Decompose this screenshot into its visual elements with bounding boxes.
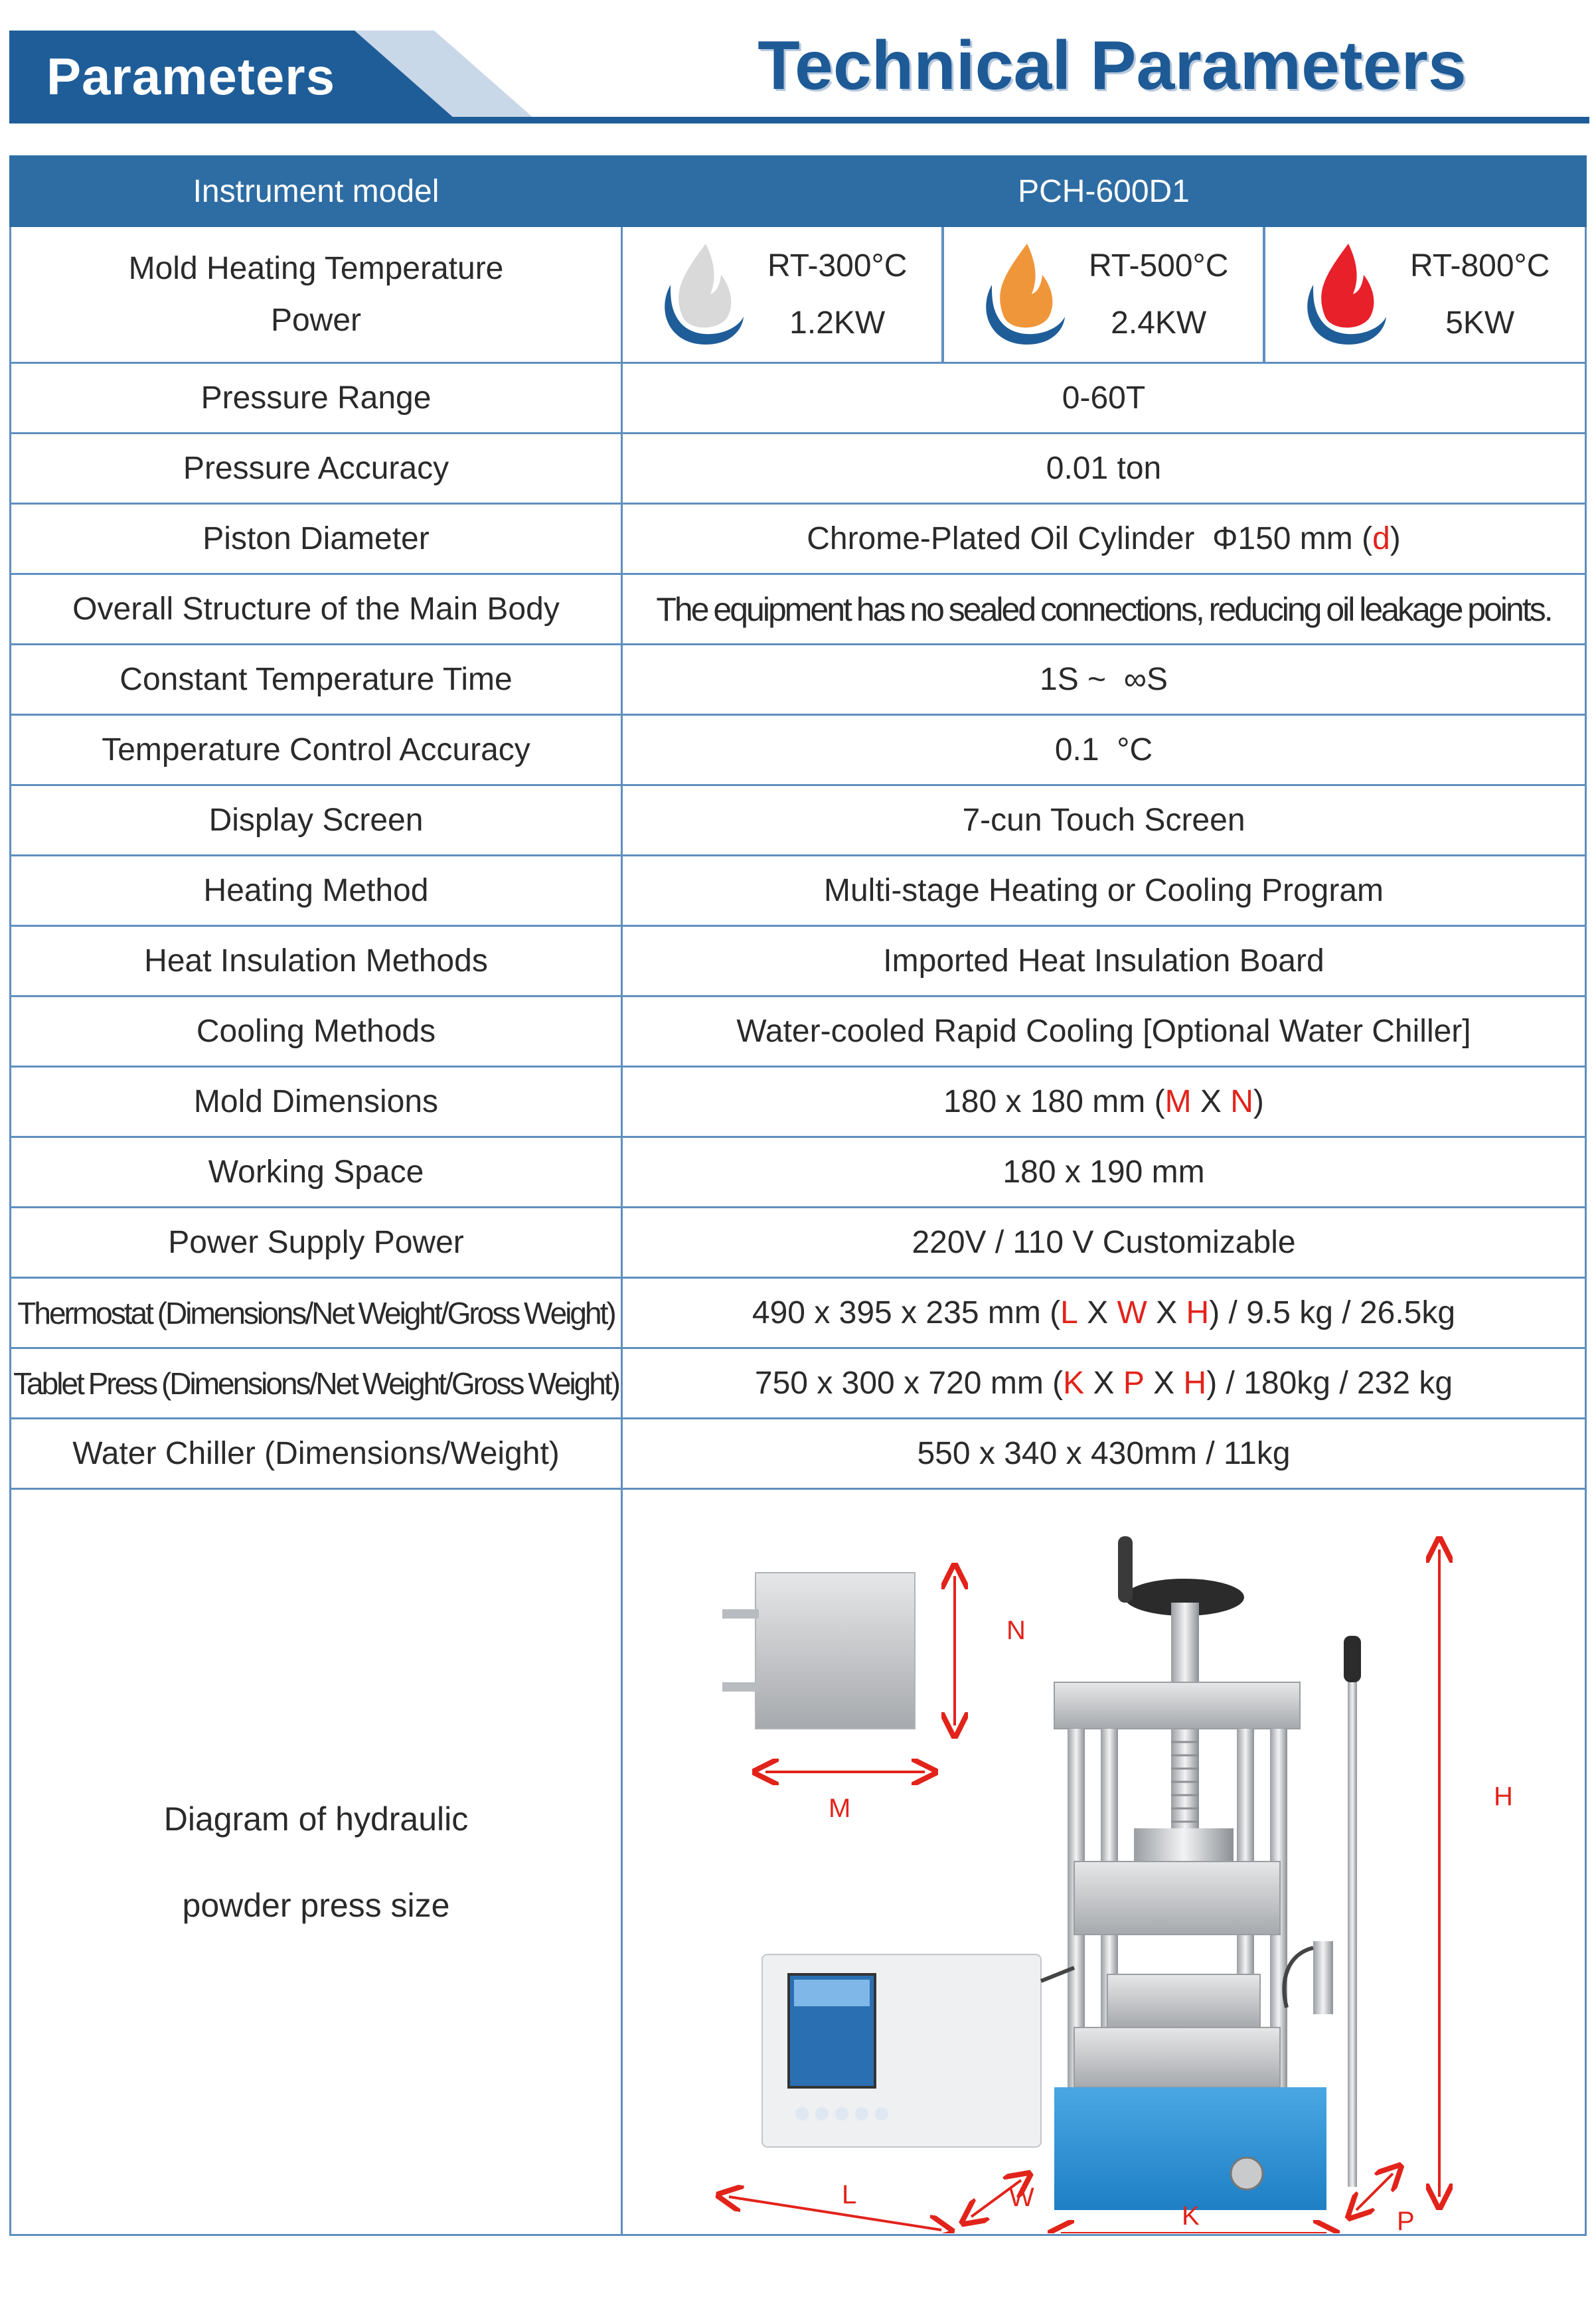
value-text: )	[1390, 521, 1401, 556]
diagram-label-line-1: Diagram of hydraulic	[163, 1800, 469, 1838]
dim-label-h: H	[1494, 1782, 1513, 1811]
table-row	[9, 1138, 1587, 1208]
power-value: 5KW	[1445, 305, 1515, 341]
header-underline	[9, 117, 1589, 123]
row-value: 0-60T	[623, 364, 1587, 432]
power-value: 2.4KW	[1111, 305, 1207, 341]
table-row	[9, 1068, 1587, 1138]
heating-label-line-2: Power	[270, 302, 362, 338]
row-value: 7-cun Touch Screen	[623, 786, 1587, 854]
value-text: Chrome-Plated Oil Cylinder Φ150 mm (	[807, 521, 1373, 556]
value-dim-letter: H	[1183, 1366, 1207, 1401]
value-text: ) / 9.5 kg / 26.5kg	[1209, 1295, 1456, 1330]
row-label: Heat Insulation Methods	[9, 927, 623, 995]
value-dim-letter: H	[1186, 1295, 1210, 1330]
temp-range: RT-800°C	[1410, 248, 1550, 283]
table-row-diagram	[9, 1490, 1587, 2236]
power-value: 1.2KW	[789, 305, 886, 341]
row-value	[623, 1068, 1587, 1136]
diagram-label-line-2: powder press size	[182, 1886, 450, 1924]
table-row-heating	[9, 227, 1587, 364]
table-row	[9, 645, 1587, 716]
flame-icon	[656, 238, 756, 351]
row-value: Multi-stage Heating or Cooling Program	[623, 856, 1587, 925]
row-label: Heating Method	[9, 856, 623, 925]
flame-icon	[1299, 238, 1398, 351]
row-value	[623, 1279, 1587, 1347]
row-label: Cooling Methods	[9, 997, 623, 1066]
table-row	[9, 434, 1587, 505]
value-dim-letter: K	[1063, 1366, 1085, 1401]
heating-option-300	[623, 227, 944, 362]
value-text: 490 x 395 x 235 mm (	[752, 1295, 1061, 1330]
row-value: 1S ~ ∞S	[623, 645, 1587, 714]
row-label: Temperature Control Accuracy	[9, 716, 623, 784]
table-row	[9, 856, 1587, 927]
row-value: 0.01 ton	[623, 434, 1587, 503]
row-label: Working Space	[9, 1138, 623, 1206]
table-row	[9, 1208, 1587, 1279]
press-diagram-image	[623, 1490, 1584, 2233]
value-text: 180 x 180 mm (	[943, 1084, 1165, 1119]
row-label: Water Chiller (Dimensions/Weight)	[9, 1419, 623, 1488]
row-label: Power Supply Power	[9, 1208, 623, 1277]
row-label: Tablet Press (Dimensions/Net Weight/Gross Weight)	[9, 1349, 623, 1417]
table-row	[9, 364, 1587, 434]
row-value: The equipment has no sealed connections, reducing oil leakage points.	[623, 575, 1587, 643]
row-label: Piston Diameter	[9, 505, 623, 573]
flame-icon	[977, 238, 1077, 351]
value-dim-letter: M	[1164, 1084, 1192, 1119]
dim-label-m: M	[829, 1794, 851, 1823]
table-row	[9, 927, 1587, 997]
col-header-model: PCH-600D1	[623, 155, 1587, 227]
row-label: Mold Dimensions	[9, 1068, 623, 1136]
value-text: 750 x 300 x 720 mm (	[754, 1366, 1064, 1401]
table-row	[9, 1279, 1587, 1349]
dim-label-p: P	[1397, 2207, 1415, 2236]
row-value: Imported Heat Insulation Board	[623, 927, 1587, 995]
value-dim-letter: d	[1372, 521, 1390, 556]
table-row	[9, 575, 1587, 645]
temp-range: RT-500°C	[1089, 248, 1229, 283]
value-dim-letter: L	[1060, 1295, 1078, 1330]
value-text: )	[1253, 1084, 1264, 1119]
row-label: Thermostat (Dimensions/Net Weight/Gross Weight)	[9, 1279, 623, 1347]
row-label: Display Screen	[9, 786, 623, 854]
value-text: X	[1077, 1295, 1117, 1330]
row-label	[9, 227, 623, 362]
table-header-row	[9, 155, 1587, 227]
dim-label-n: N	[1006, 1616, 1026, 1645]
heating-option-800	[1265, 227, 1587, 362]
row-value	[623, 505, 1587, 573]
row-value: Water-cooled Rapid Cooling [Optional Water Chiller]	[623, 997, 1587, 1066]
value-text: X	[1147, 1295, 1186, 1330]
table-row	[9, 505, 1587, 575]
row-value: 0.1 °C	[623, 716, 1587, 784]
dim-label-w: W	[1009, 2183, 1034, 2212]
section-label: Parameters	[46, 47, 335, 106]
value-dim-letter: W	[1117, 1295, 1147, 1330]
header	[0, 0, 1596, 133]
value-text: X	[1144, 1366, 1184, 1401]
table-row	[9, 997, 1587, 1068]
diagram-label	[9, 1490, 623, 2234]
row-value: 550 x 340 x 430mm / 11kg	[623, 1419, 1587, 1488]
row-label: Overall Structure of the Main Body	[9, 575, 623, 643]
value-dim-letter: P	[1123, 1366, 1145, 1401]
value-text: X	[1084, 1366, 1123, 1401]
table-row	[9, 1349, 1587, 1419]
value-text: ) / 180kg / 232 kg	[1206, 1366, 1453, 1401]
row-label: Constant Temperature Time	[9, 645, 623, 714]
temp-range: RT-300°C	[767, 248, 908, 283]
table-row	[9, 1419, 1587, 1490]
dim-label-l: L	[842, 2180, 857, 2209]
heating-option-500	[944, 227, 1265, 362]
row-label: Pressure Range	[9, 364, 623, 432]
page-title: Technical Parameters	[758, 27, 1467, 104]
table-row	[9, 716, 1587, 786]
heating-label-line-1: Mold Heating Temperature	[128, 250, 504, 286]
table-row	[9, 786, 1587, 856]
value-dim-letter: N	[1230, 1084, 1253, 1119]
value-text: X	[1191, 1084, 1231, 1119]
row-value	[623, 1349, 1587, 1417]
col-header-label: Instrument model	[9, 155, 623, 227]
dim-label-k: K	[1182, 2201, 1200, 2231]
row-value: 220V / 110 V Customizable	[623, 1208, 1587, 1277]
row-value: 180 x 190 mm	[623, 1138, 1587, 1206]
row-label: Pressure Accuracy	[9, 434, 623, 503]
diagram-area	[623, 1490, 1587, 2234]
